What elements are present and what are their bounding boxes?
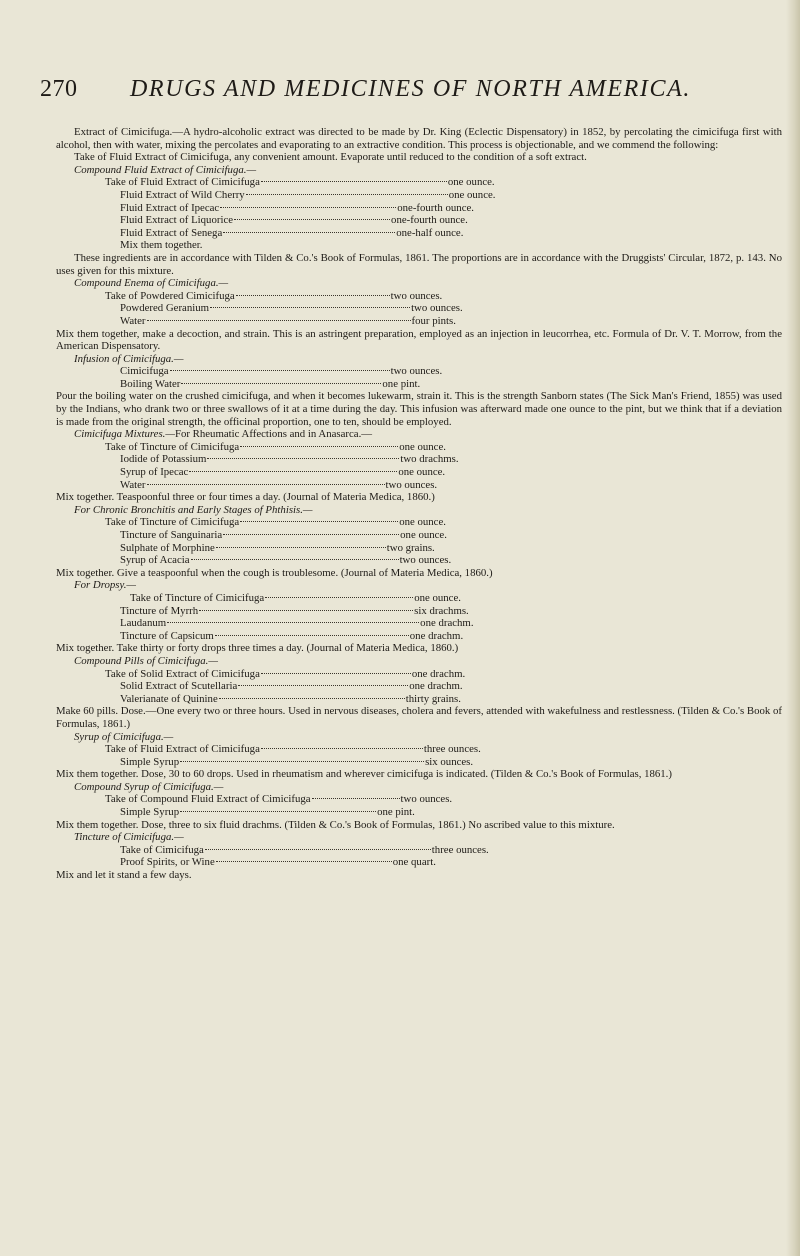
recipe-note: Mix together. Give a teaspoonful when the cough is troublesome. (Journal of Materia Medica, 1860.): [56, 566, 493, 579]
recipe-note: Mix them together. Dose, 30 to 60 drops. Used in rheumatism and wherever cimicifuga is indicated. (Tilden & Co.'s Book of Formulas, 1861.): [56, 768, 672, 781]
recipe-line: Proof Spirits, or Wine one quart.: [120, 856, 436, 869]
section-title: Compound Enema of Cimicifuga.—: [74, 277, 229, 290]
recipe-line: Laudanum one drachm.: [120, 617, 474, 630]
recipe-note: Mix and let it stand a few days.: [56, 869, 192, 882]
recipe-line: Valerianate of Quinine thirty grains.: [120, 692, 461, 705]
extract-paragraph: Take of Fluid Extract of Cimicifuga, any convenient amount. Evaporate until reduced to the condition of a soft extract.: [74, 151, 587, 164]
section-title: Compound Syrup of Cimicifuga.—: [74, 780, 224, 793]
recipe-note: Mix them together, make a decoction, and strain. This is an astringent preparation, employed as an injection in leucorrhea, etc. Formula of Dr. V. T. Morrow, from the American Dispensatory.: [56, 327, 782, 353]
recipe-line: Fluid Extract of Liquorice one-fourth ounce.: [120, 214, 468, 227]
recipe-line: Tincture of Sanguinaria one ounce.: [120, 529, 447, 541]
recipe-note: Make 60 pills. Dose.—One every two or three hours. Used in nervous diseases, cholera and fevers, attended with wakefulness and restlessness. (Tilden & Co.'s Book of Formulas, 1861.): [56, 705, 782, 730]
section-title: Infusion of Cimicifuga.—: [74, 352, 184, 365]
recipe-line: Fluid Extract of Senega one-half ounce.: [120, 226, 464, 239]
section-title: For Dropsy.—: [74, 579, 136, 592]
recipe-line: Water two ounces.: [120, 478, 438, 491]
recipe-line: Take of Tincture of Cimicifuga one ounce.: [105, 516, 446, 529]
recipe-line: Take of Solid Extract of Cimicifuga one drachm.: [105, 667, 466, 680]
recipe-note: Mix them together. Dose, three to six fluid drachms. (Tilden & Co.'s Book of Formulas, 1861.) No ascribed value to this mixture.: [56, 818, 615, 831]
recipe-line: Boiling Water one pint.: [120, 377, 421, 390]
recipe-line: Simple Syrup six ounces.: [120, 755, 474, 768]
recipe-line: Take of Tincture of Cimicifuga one ounce.: [105, 440, 446, 453]
recipe-line: Take of Fluid Extract of Cimicifuga one ounce.: [105, 176, 495, 189]
recipe-line: Take of Compound Fluid Extract of Cimicifuga two ounces.: [105, 793, 453, 806]
recipe-instruction: Mix them together.: [120, 239, 203, 252]
recipe-line: Fluid Extract of Wild Cherry one ounce.: [120, 188, 496, 201]
recipe-line: Syrup of Ipecac one ounce.: [120, 466, 446, 479]
section-title: Syrup of Cimicifuga.—: [74, 730, 174, 743]
recipe-line: Syrup of Acacia two ounces.: [120, 554, 452, 567]
recipe-line: Iodide of Potassium two drachms.: [120, 453, 459, 466]
recipe-line: Powdered Geranium two ounces.: [120, 302, 463, 315]
recipe-note: Mix together. Take thirty or forty drops three times a day. (Journal of Materia Medica, 1860.): [56, 642, 459, 655]
recipe-line: Fluid Extract of Ipecac one-fourth ounce.: [120, 201, 474, 214]
recipe-line: Take of Cimicifuga three ounces.: [120, 843, 489, 856]
recipe-note: Pour the boiling water on the crushed cimicifuga, and when it becomes lukewarm, strain it. This is the strength Sanborn states (The Sick Man's Friend, 1855) was used by the Indians, who drank two or three swallows of it at a time during the day. This infusion was afterward made one ounce to the pint, but we think that if a deviation is made from the original strength, the officinal proportion, one to ten, should be employed.: [56, 390, 782, 428]
recipe-line: Solid Extract of Scutellaria one drachm.: [120, 680, 463, 693]
recipe-line: Take of Tincture of Cimicifuga one ounce.: [130, 591, 461, 604]
recipe-note: These ingredients are in accordance with Tilden & Co.'s Book of Formulas, 1861. The proportions are in accordance with the Druggists' Circular, 1872, p. 143. No uses given for this mixture.: [56, 251, 782, 277]
recipe-line: Water four pints.: [120, 314, 456, 327]
section-title: For Chronic Bronchitis and Early Stages of Phthisis.—: [74, 503, 313, 516]
recipe-line: Take of Fluid Extract of Cimicifuga three ounces.: [105, 743, 481, 756]
recipe-line: Take of Powdered Cimicifuga two ounces.: [105, 289, 443, 302]
recipe-line: Sulphate of Morphine two grains.: [120, 541, 435, 554]
recipe-line: Tincture of Myrrh six drachms.: [120, 604, 469, 617]
recipe-line: Tincture of Capsicum one drachm.: [120, 629, 464, 642]
running-title: DRUGS AND MEDICINES OF NORTH AMERICA.: [130, 76, 691, 102]
page-body: [56, 126, 782, 882]
section-title: Compound Fluid Extract of Cimicifuga.—: [74, 163, 257, 176]
extract-paragraph: Extract of Cimicifuga.—A hydro-alcoholic extract was directed to be made by Dr. King (Eclectic Dispensatory) in 1852, by percolating the cimicifuga first with alcohol, then with water, mixing the percolates and evaporating to an extractive condition. This process is objectionable, and we commend the following:: [56, 126, 782, 151]
recipe-line: Simple Syrup one pint.: [120, 806, 415, 819]
page-number: 270: [40, 76, 78, 102]
recipe-note: Mix together. Teaspoonful three or four times a day. (Journal of Materia Medica, 1860.): [56, 491, 435, 504]
page-edge: [786, 0, 800, 1256]
section-title: Cimicifuga Mixtures.—For Rheumatic Affections and in Anasarca.—: [74, 428, 373, 441]
section-title: Compound Pills of Cimicifuga.—: [74, 654, 218, 667]
running-head: [40, 76, 780, 110]
recipe-line: Cimicifuga two ounces.: [120, 365, 443, 378]
section-title: Tincture of Cimicifuga.—: [74, 831, 184, 844]
